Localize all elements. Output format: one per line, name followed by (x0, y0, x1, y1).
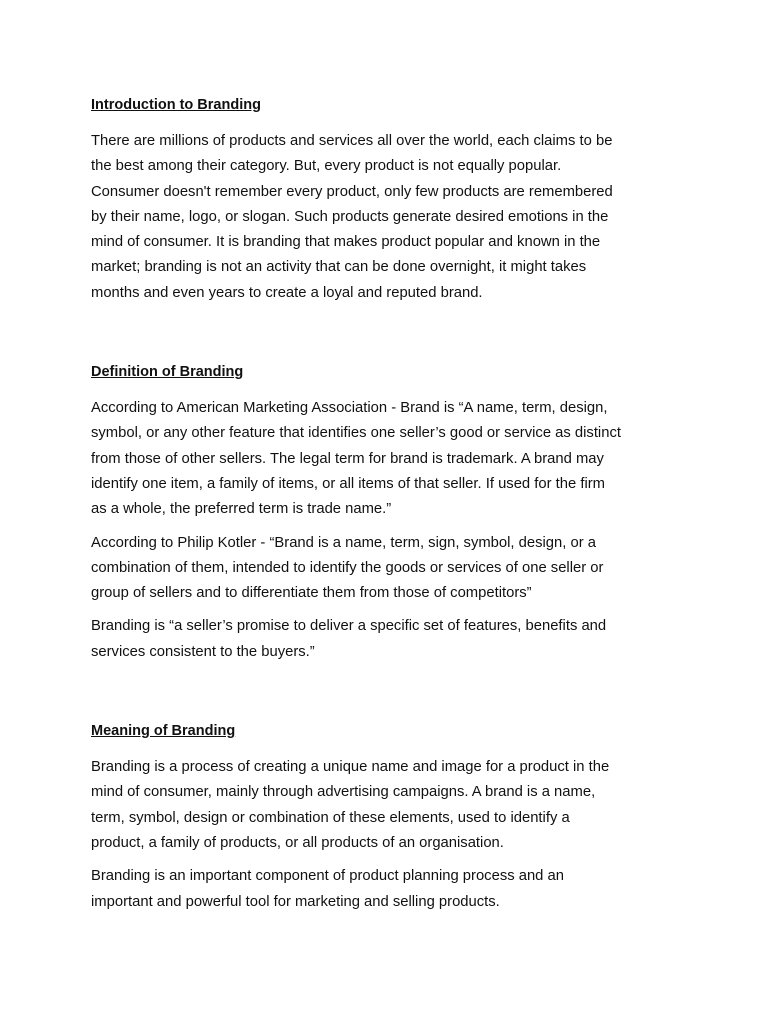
section-heading: Definition of Branding (91, 364, 244, 381)
text-line: combination of them, intended to identify the goods or services of one seller or (91, 559, 604, 576)
section-definition (91, 361, 691, 665)
section-heading: Introduction to Branding (91, 97, 261, 113)
text-line: mind of consumer. It is branding that makes product popular and known in the (91, 234, 601, 251)
text-line: from those of other sellers. The legal term for brand is trademark. A brand may (91, 450, 604, 467)
text-line: by their name, logo, or slogan. Such products generate desired emotions in the (91, 208, 609, 225)
text-line: identify one item, a family of items, or all items of that seller. If used for the firm (91, 475, 605, 492)
text-line: According to American Marketing Association - Brand is “A name, term, design, (91, 400, 608, 417)
text-line: There are millions of products and services all over the world, each claims to be (91, 133, 613, 149)
text-line: group of sellers and to differentiate them from those of competitors” (91, 585, 532, 602)
text-line: months and even years to create a loyal and reputed brand. (91, 284, 483, 301)
section-heading: Meaning of Branding (91, 723, 236, 740)
paragraph (91, 396, 691, 522)
section-introduction (91, 94, 691, 306)
text-line: as a whole, the preferred term is trade name.” (91, 501, 392, 518)
text-line: symbol, or any other feature that identifies one seller’s good or service as distinct (91, 425, 621, 442)
text-line: mind of consumer, mainly through advertising campaigns. A brand is a name, (91, 784, 596, 801)
text-line: Branding is an important component of product planning process and an (91, 868, 564, 885)
text-line: Branding is “a seller’s promise to deliver a specific set of features, benefits and (91, 618, 607, 635)
paragraph (91, 864, 691, 915)
paragraph (91, 531, 691, 607)
text-line: market; branding is not an activity that can be done overnight, it might takes (91, 259, 587, 276)
paragraph (91, 614, 691, 665)
section-spacer (91, 314, 691, 361)
paragraph (91, 129, 691, 306)
paragraph (91, 755, 691, 856)
text-line: term, symbol, design or combination of these elements, used to identify a (91, 809, 570, 826)
document-page (91, 94, 691, 923)
text-line: the best among their category. But, every product is not equally popular. (91, 158, 562, 175)
text-line: Branding is a process of creating a unique name and image for a product in the (91, 759, 610, 776)
text-line: Consumer doesn't remember every product, only few products are remembered (91, 183, 613, 200)
text-line: According to Philip Kotler - “Brand is a name, term, sign, symbol, design, or a (91, 534, 596, 551)
text-line: important and powerful tool for marketing and selling products. (91, 893, 500, 910)
section-spacer (91, 673, 691, 720)
text-line: product, a family of products, or all products of an organisation. (91, 834, 504, 851)
section-meaning (91, 720, 691, 915)
text-line: services consistent to the buyers.” (91, 643, 315, 660)
